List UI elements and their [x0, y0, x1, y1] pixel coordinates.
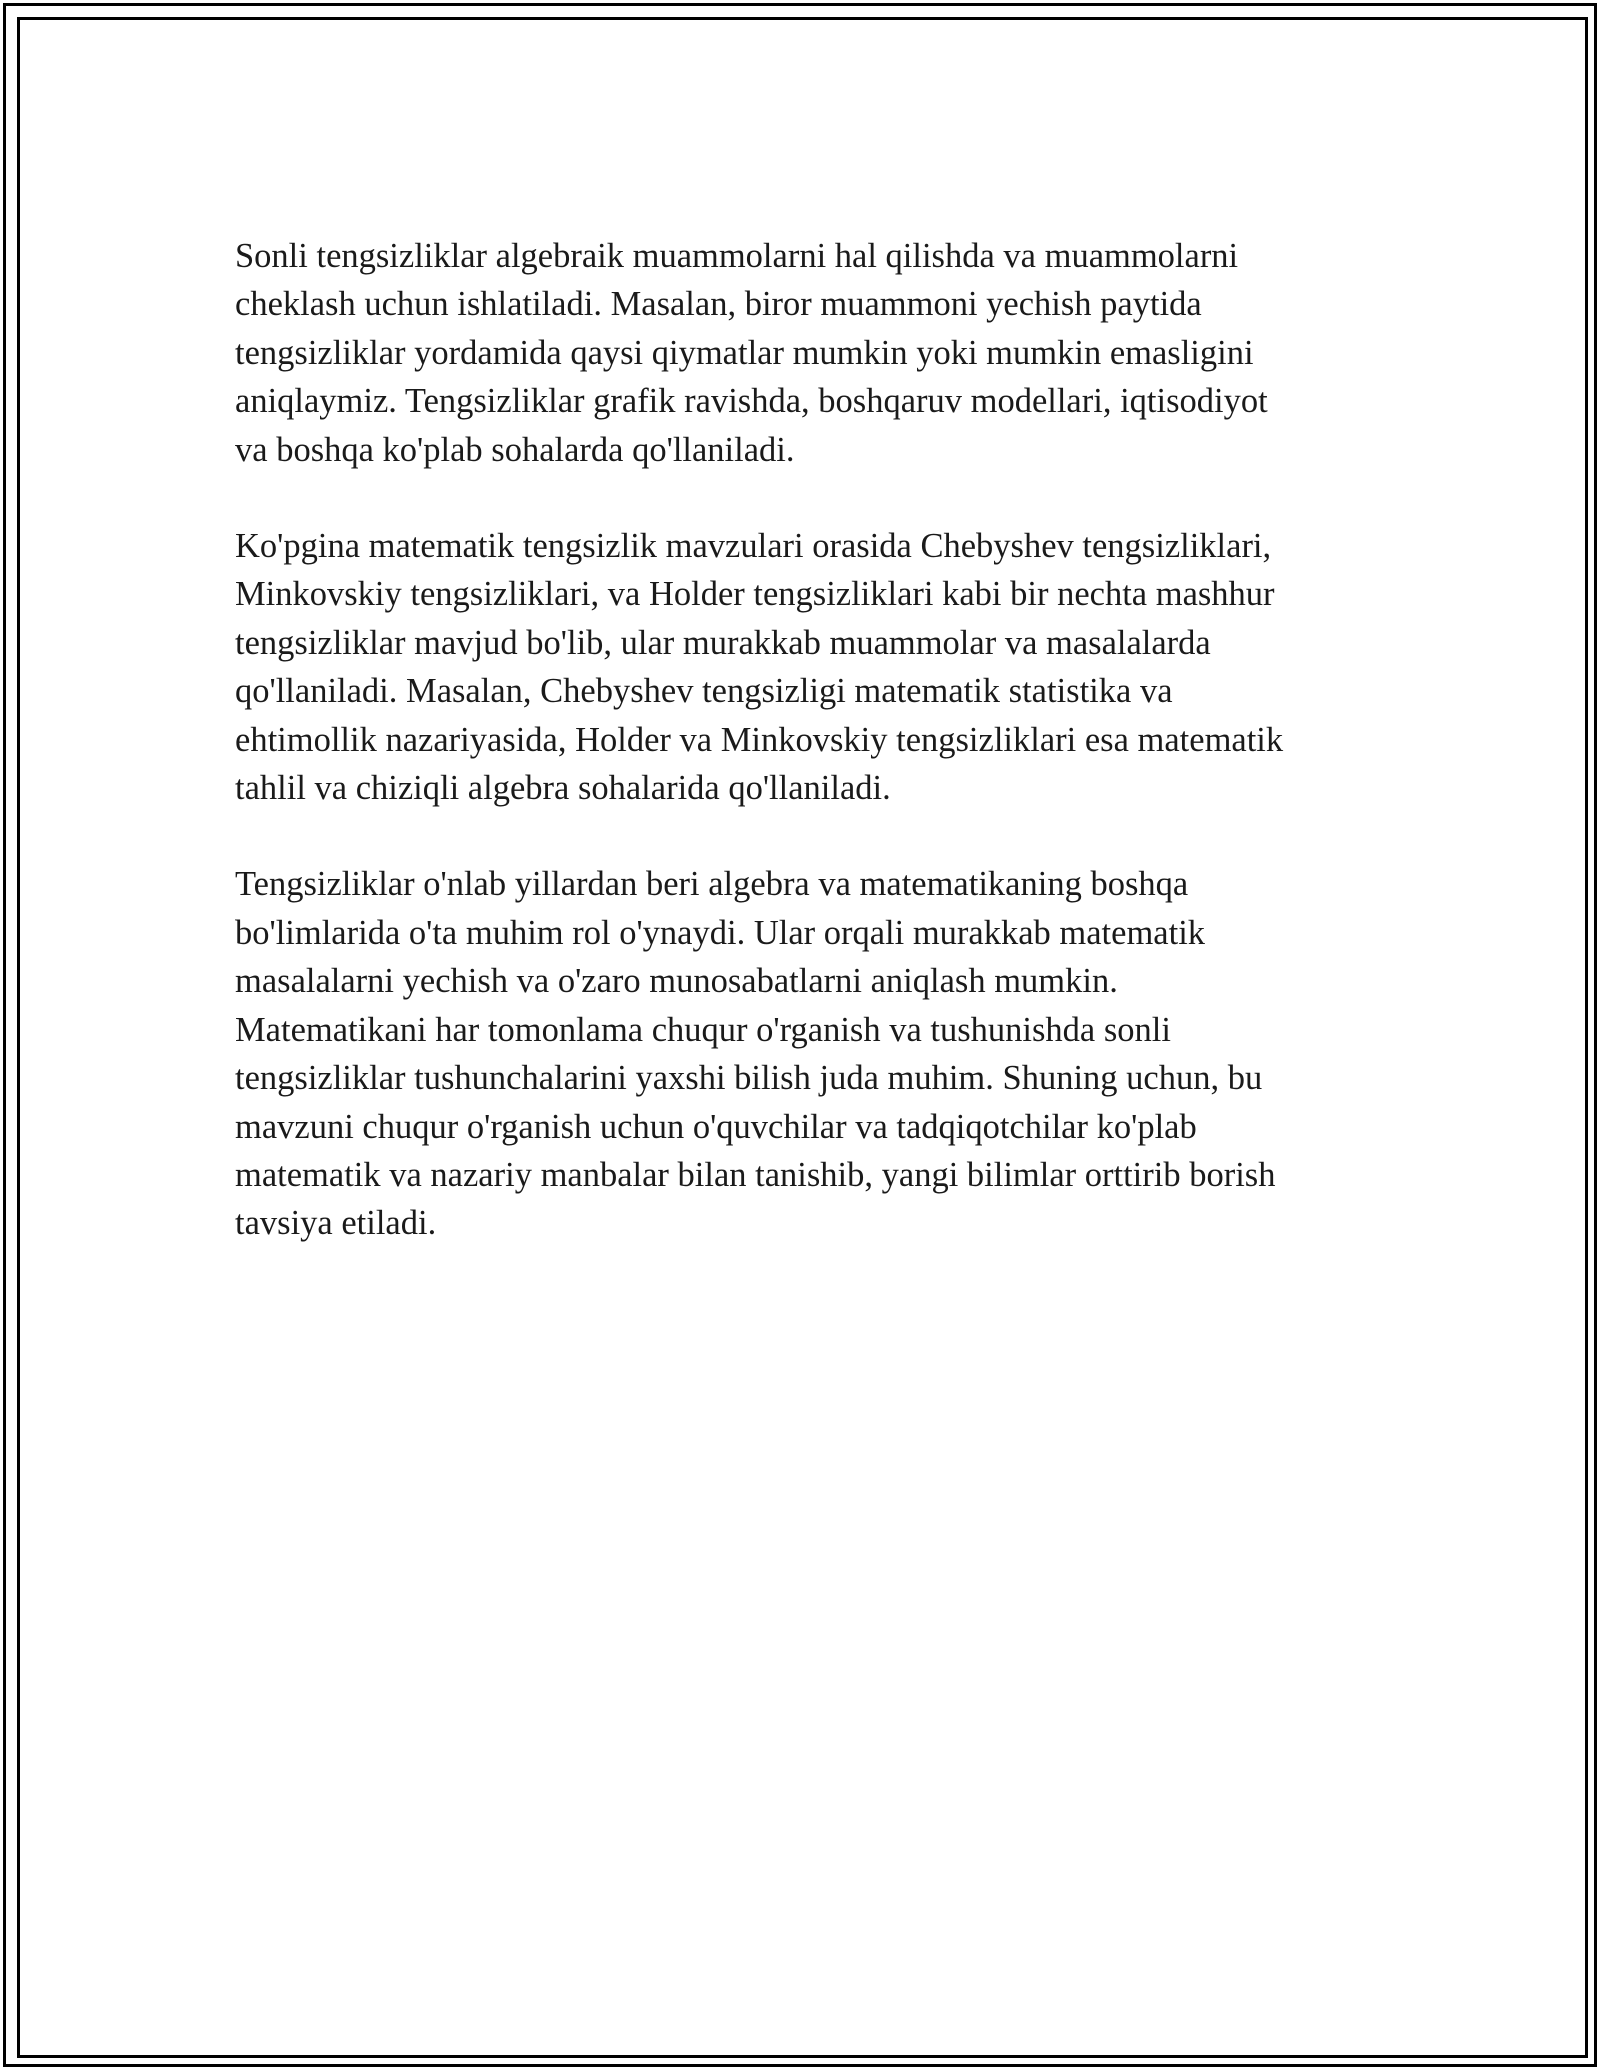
- paragraph-2: Ko'pgina matematik tengsizlik mavzulari orasida Chebyshev tengsizliklari, Minkovskiy tengsizliklari, va Holder tengsizliklari kabi bir nechta mashhur tengsizliklar mavjud bo'lib, ular murakkab muammolar va masalalarda qo'llaniladi. Masalan, Chebyshev tengsizligi matematik statistika va ehtimollik nazariyasida, Holder va Minkovskiy tengsizliklari esa matematik tahlil va chiziqli algebra sohalarida qo'llaniladi.: [235, 527, 1284, 808]
- paragraph-3: Tengsizliklar o'nlab yillardan beri algebra va matematikaning boshqa bo'limlarida o'ta muhim rol o'ynaydi. Ular orqali murakkab matematik masalalarni yechish va o'zaro munosabatlarni aniqlash mumkin. Matematikani har tomonlama chuqur o'rganish va tushunishda sonli tengsizliklar tushunchalarini yaxshi bilish juda muhim. Shuning uchun, bu mavzuni chuqur o'rganish uchun o'quvchilar va tadqiqotchilar ko'plab matematik va nazariy manbalar bilan tanishib, yangi bilimlar orttirib borish tavsiya etiladi.: [235, 865, 1276, 1243]
- paragraph-1: Sonli tengsizliklar algebraik muammolarni hal qilishda va muammolarni cheklash uchun ishlatiladi. Masalan, biror muammoni yechish paytida tengsizliklar yordamida qaysi qiymatlar mumkin yoki mumkin emasligini aniqlaymiz. Tengsizliklar grafik ravishda, boshqaruv modellari, iqtisodiyot va boshqa ko'plab sohalarda qo'llaniladi.: [235, 237, 1268, 469]
- document-body: [235, 232, 1365, 1296]
